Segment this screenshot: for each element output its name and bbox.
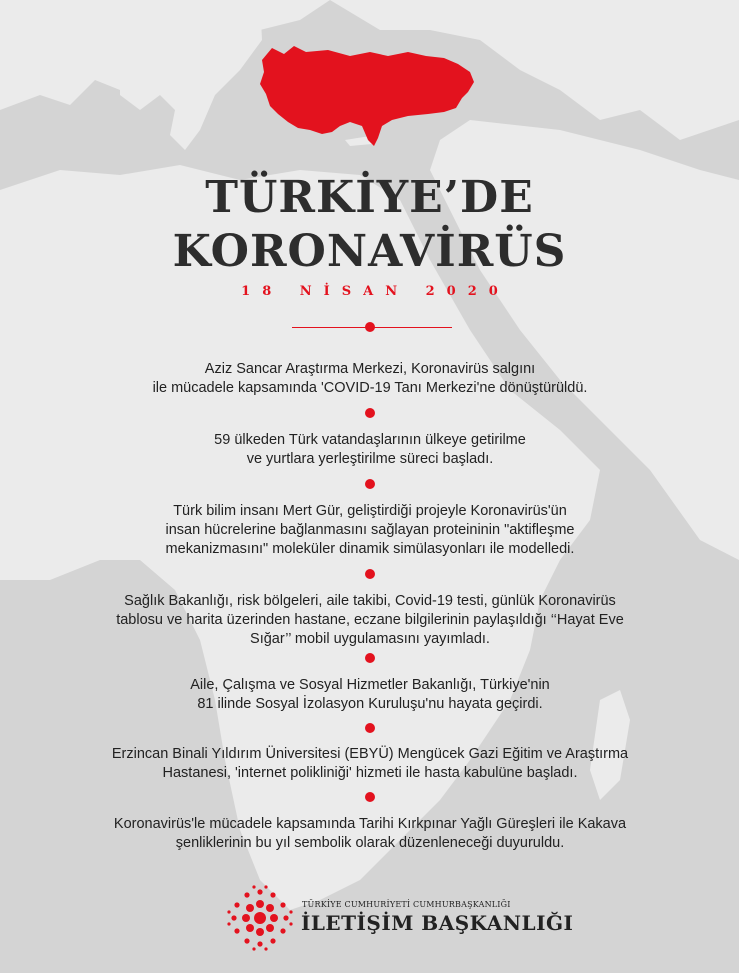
news-item-4-line-1: Sağlık Bakanlığı, risk bölgeleri, aile takibi, Covid-19 testi, günlük Koronavirüs bbox=[124, 593, 616, 609]
news-item-5-line-2: 81 ilinde Sosyal İzolasyon Kuruluşu'nu hayata geçirdi. bbox=[197, 696, 543, 712]
separator-dot-1 bbox=[365, 408, 375, 418]
date-label: 18 NİSAN 2020 bbox=[241, 284, 510, 299]
separator-dot-3 bbox=[365, 569, 375, 579]
news-item-1-line-2: ile mücadele kapsamında 'COVID-19 Tanı Merkezi'ne dönüştürüldü. bbox=[152, 380, 588, 396]
news-item-1-line-1: Aziz Sancar Araştırma Merkezi, Koronavirüs salgını bbox=[204, 361, 536, 377]
title-line-2: KORONAVİRÜS bbox=[172, 226, 567, 277]
news-item-3 bbox=[70, 502, 670, 559]
news-item-3-line-1: Türk bilim insanı Mert Gür, geliştirdiği projeyle Koronavirüs'ün bbox=[173, 503, 567, 519]
news-item-7-line-1: Koronavirüs'le mücadele kapsamında Tarihi Kırkpınar Yağlı Güreşleri ile Kakava bbox=[113, 816, 627, 832]
news-item-3-line-2: insan hücrelerine bağlanmasını sağlayan proteininin "aktifleşme bbox=[165, 522, 575, 538]
footer-subtitle: TÜRKİYE CUMHURİYETİ CUMHURBAŞKANLIĞI bbox=[302, 900, 511, 909]
news-item-2-line-2: ve yurtlara yerleştirilme süreci başladı. bbox=[246, 451, 494, 467]
news-item-2-line-1: 59 ülkeden Türk vatandaşlarının ülkeye getirilme bbox=[214, 432, 526, 448]
news-item-5-line-1: Aile, Çalışma ve Sosyal Hizmetler Bakanlığı, Türkiye'nin bbox=[190, 677, 550, 693]
news-item-5 bbox=[70, 676, 670, 714]
news-item-7 bbox=[70, 815, 670, 853]
news-item-3-line-3: mekanizmasını" moleküler dinamik simülasyonları ile modelledi. bbox=[165, 541, 575, 557]
news-item-1 bbox=[70, 360, 670, 398]
title-line-1: TÜRKİYE’DE bbox=[205, 172, 534, 223]
divider-dot bbox=[365, 322, 375, 332]
news-item-6 bbox=[70, 745, 670, 783]
separator-dot-4 bbox=[365, 653, 375, 663]
separator-dot-5 bbox=[365, 723, 375, 733]
footer-logo bbox=[226, 884, 574, 954]
iletisim-emblem-icon bbox=[226, 884, 294, 952]
news-item-4-line-2: tablosu ve harita üzerinden hastane, eczane bilgilerinin paylaşıldığı ‘‘Hayat Eve bbox=[116, 612, 624, 628]
news-item-6-line-1: Erzincan Binali Yıldırım Üniversitesi (EBYÜ) Mengücek Gazi Eğitim ve Araştırma bbox=[111, 746, 629, 762]
footer-org-name: İLETİŞİM BAŞKANLIĞI bbox=[301, 911, 574, 935]
news-item-7-line-2: şenliklerinin bu yıl sembolik olarak düzenleneceği duyuruldu. bbox=[175, 835, 565, 851]
separator-dot-2 bbox=[365, 479, 375, 489]
news-item-4-line-3: Sığar’’ mobil uygulamasını yayımladı. bbox=[250, 631, 490, 647]
news-item-4 bbox=[70, 592, 670, 649]
news-item-2 bbox=[70, 431, 670, 469]
separator-dot-6 bbox=[365, 792, 375, 802]
news-item-6-line-2: Hastanesi, 'internet polikliniği' hizmeti ile hasta kabulüne başladı. bbox=[162, 765, 578, 781]
